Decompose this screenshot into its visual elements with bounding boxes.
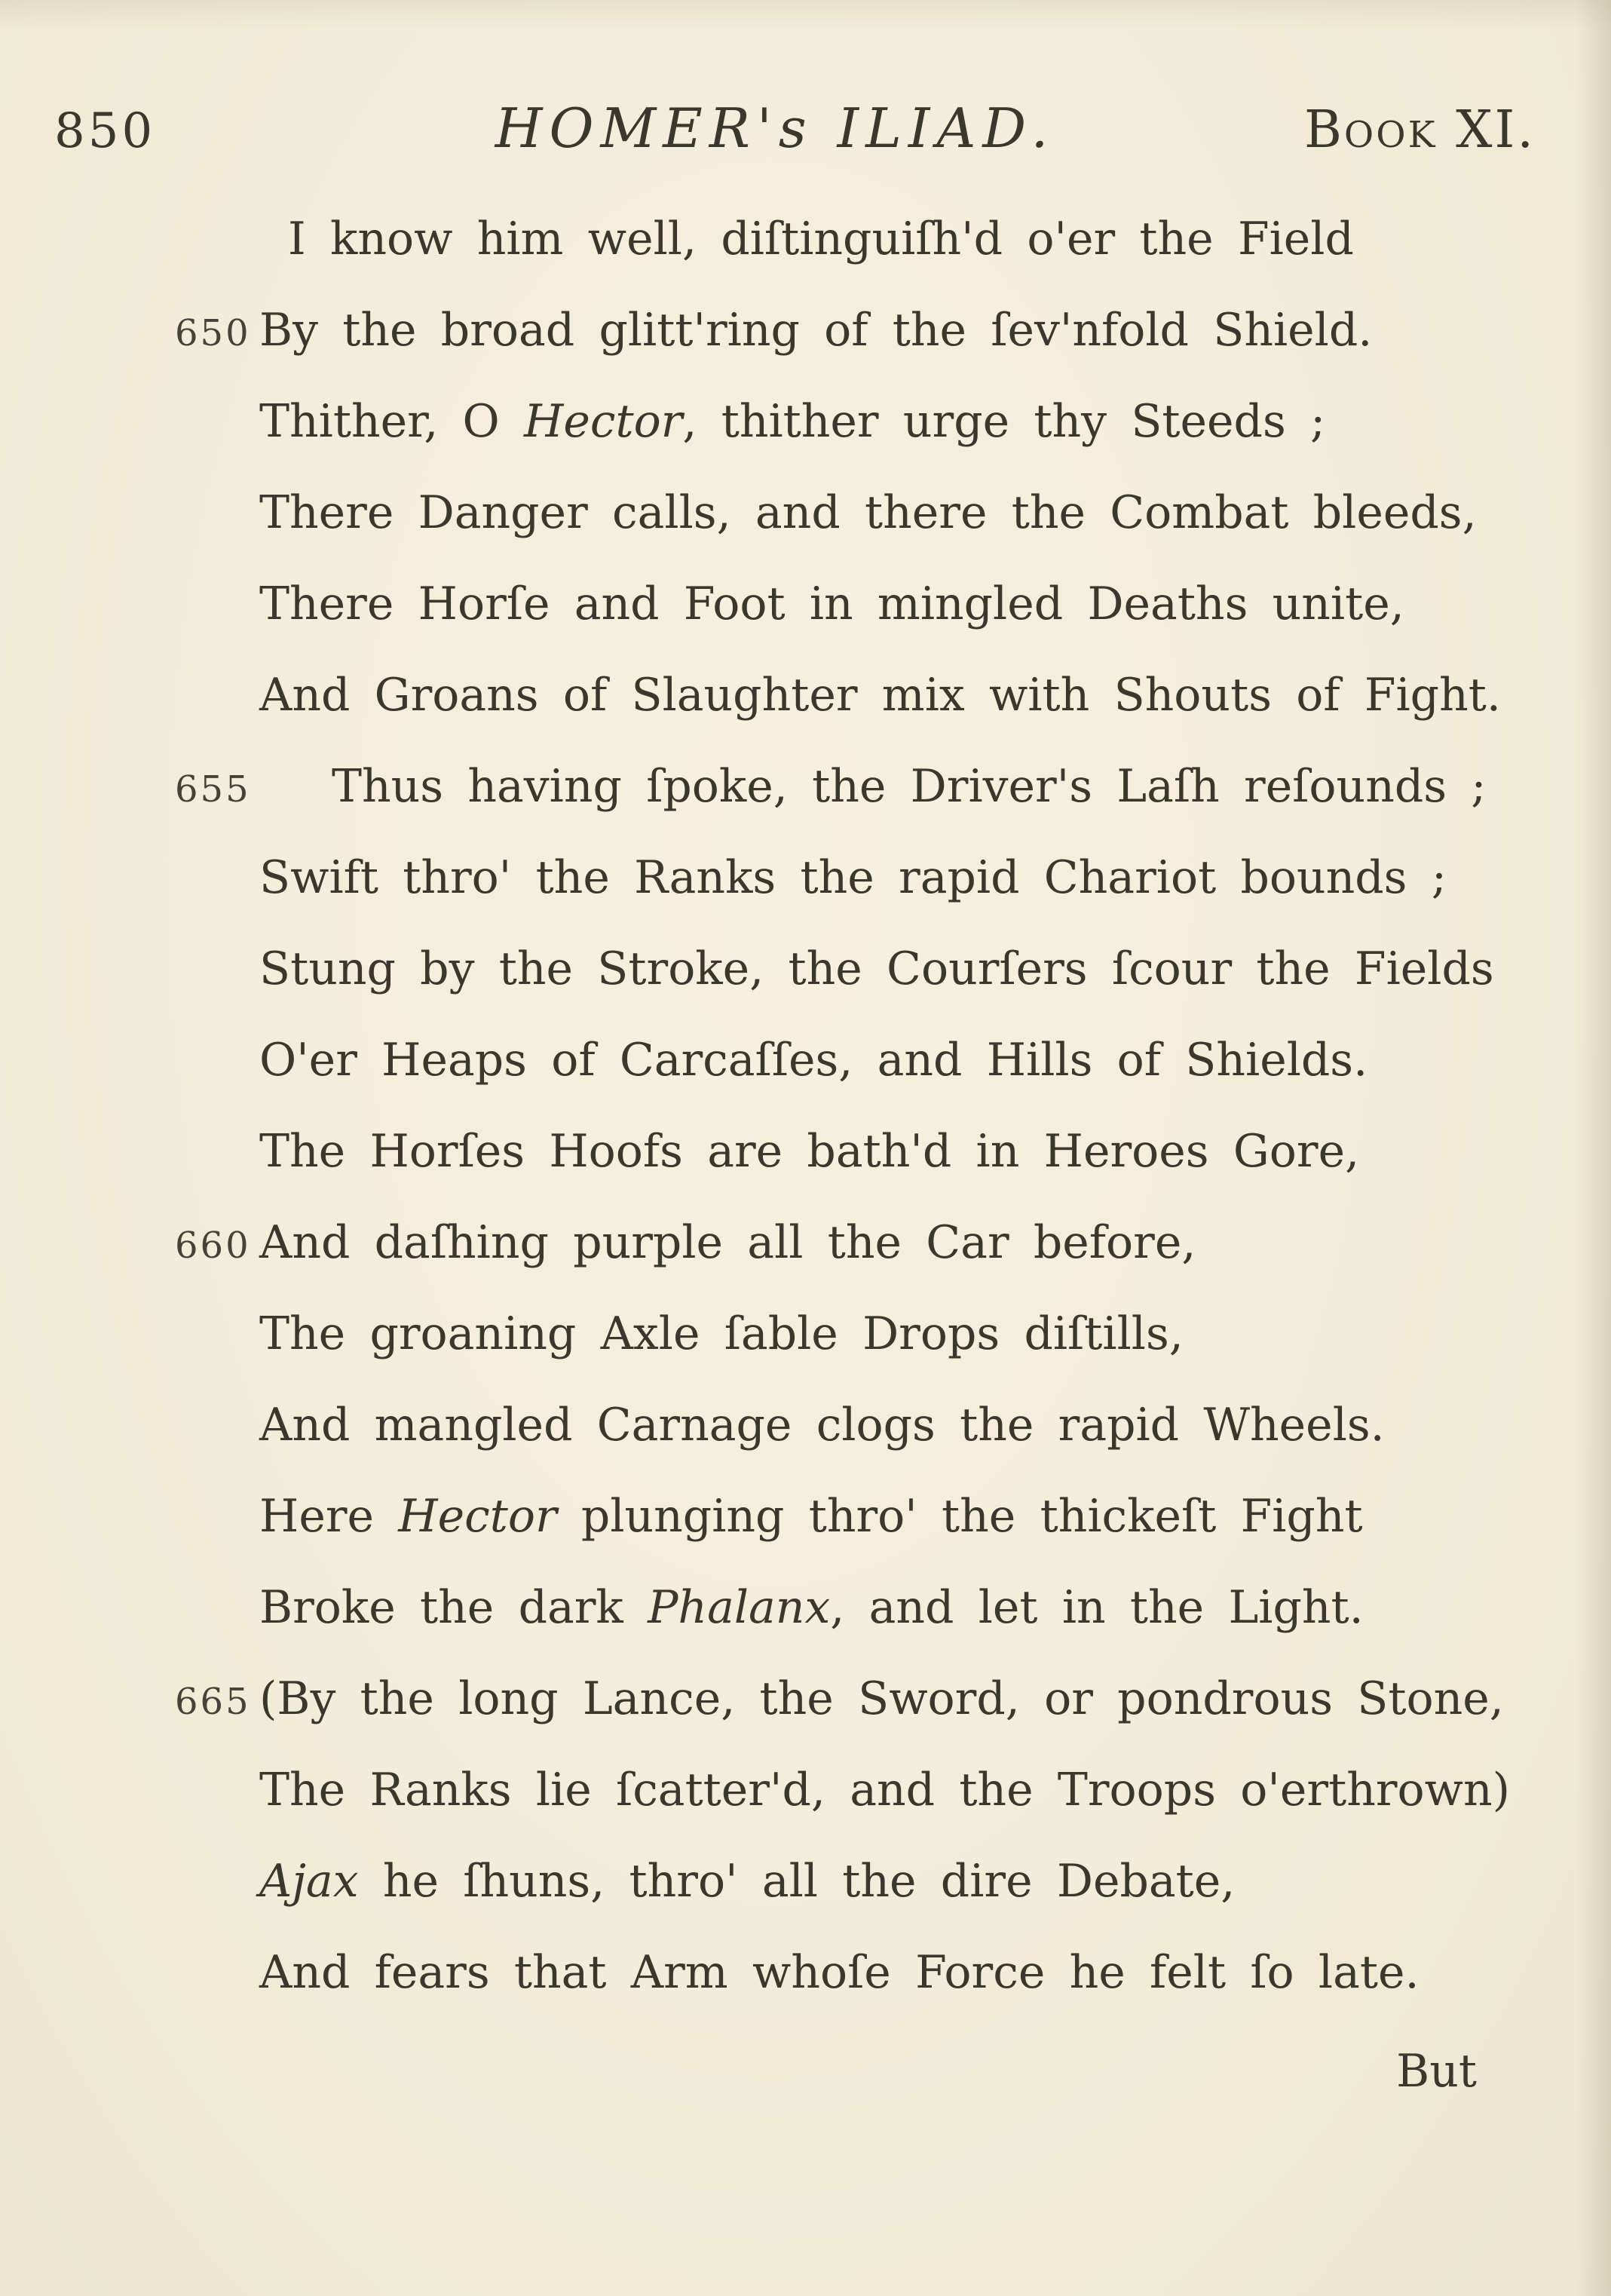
poem-line xyxy=(175,486,1513,578)
line-text: Thither, O Hector, thither urge thy Steeds ; xyxy=(259,395,1326,448)
line-text: Swift thro' the Ranks the rapid Chariot bounds ; xyxy=(259,851,1447,904)
poem-line xyxy=(175,851,1513,943)
poem-line xyxy=(175,943,1513,1034)
line-text: Thus having ſpoke, the Driver's Laſh reſounds ; xyxy=(332,760,1487,813)
poem-line xyxy=(175,1855,1513,1946)
line-text: O'er Heaps of Carcaſſes, and Hills of Shields. xyxy=(259,1034,1368,1087)
poem-line xyxy=(175,1764,1513,1855)
line-number: 655 xyxy=(175,768,251,811)
line-text: And Groans of Slaughter mix with Shouts of Fight. xyxy=(259,669,1501,722)
line-text: Stung by the Stroke, the Courſers ſcour the Fields xyxy=(259,943,1494,995)
poem-line xyxy=(175,1307,1513,1399)
line-text: I know him well, diſtinguiſh'd o'er the Field xyxy=(288,213,1354,265)
page-header xyxy=(54,97,1536,160)
poem-line xyxy=(175,1946,1513,2037)
poem-line xyxy=(175,760,1513,851)
poem-line xyxy=(175,1581,1513,1672)
line-text: And fears that Arm whoſe Force he felt ſo late. xyxy=(259,1946,1420,1999)
line-text: (By the long Lance, the Sword, or pondrous Stone, xyxy=(259,1672,1504,1725)
line-text: There Horſe and Foot in mingled Deaths unite, xyxy=(259,578,1404,630)
poem-line xyxy=(175,1034,1513,1125)
line-text: The groaning Axle ſable Drops diſtills, xyxy=(259,1307,1184,1360)
line-text: And daſhing purple all the Car before, xyxy=(259,1216,1196,1269)
line-text: There Danger calls, and there the Combat bleeds, xyxy=(259,486,1477,539)
running-title: HOMER's ILIAD. xyxy=(495,97,1055,160)
line-text: By the broad glitt'ring of the ſev'nfold Shield. xyxy=(259,304,1373,357)
catchword: But xyxy=(1396,2045,1477,2098)
line-number: 650 xyxy=(175,312,251,354)
poem-line xyxy=(175,1672,1513,1764)
poem-line xyxy=(175,1216,1513,1307)
poem-line xyxy=(175,578,1513,669)
poem-line xyxy=(175,1125,1513,1216)
line-text: Broke the dark Phalanx, and let in the Light. xyxy=(259,1581,1364,1634)
poem-line xyxy=(175,669,1513,760)
poem-line xyxy=(175,304,1513,395)
poem-line xyxy=(175,1399,1513,1490)
book-heading: Book XI. xyxy=(1303,100,1536,160)
poem-line xyxy=(175,1490,1513,1581)
poem-line xyxy=(175,395,1513,486)
poem-line xyxy=(175,213,1513,304)
line-text: Here Hector plunging thro' the thickeſt Fight xyxy=(259,1490,1363,1543)
line-text: The Horſes Hoofs are bath'd in Heroes Gore, xyxy=(259,1125,1360,1178)
poem xyxy=(175,213,1513,2037)
page-number: 850 xyxy=(54,103,156,159)
line-number: 665 xyxy=(175,1681,251,1723)
line-text: And mangled Carnage clogs the rapid Wheels. xyxy=(259,1399,1385,1451)
line-text: The Ranks lie ſcatter'd, and the Troops o'erthrown) xyxy=(259,1764,1511,1816)
line-text: Ajax he ſhuns, thro' all the dire Debate, xyxy=(259,1855,1236,1908)
line-number: 660 xyxy=(175,1225,251,1267)
